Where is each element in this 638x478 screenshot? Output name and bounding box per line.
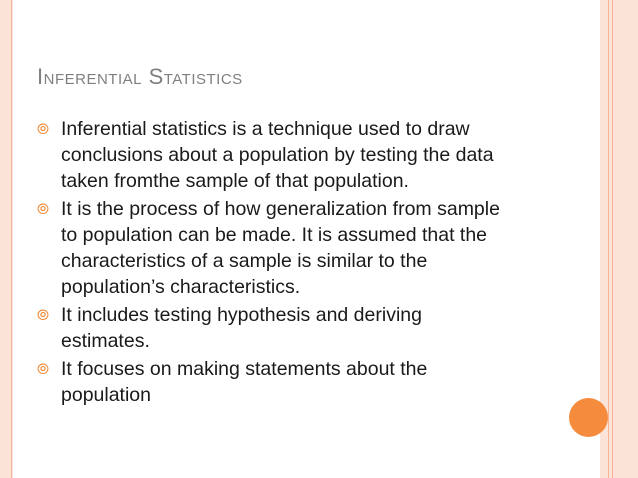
bullet-item <box>37 302 547 354</box>
bullet-item <box>37 116 547 194</box>
bullet-line: to population can be made. It is assumed that the <box>61 224 488 246</box>
border-line <box>612 0 613 478</box>
bullet-line: It is the process of how generalization from sample <box>61 198 500 220</box>
slide-title: Inferential Statistics <box>37 64 243 89</box>
bullet-line: taken fromthe sample of that population. <box>61 170 409 192</box>
bullet-line: It focuses on making statements about the <box>61 358 428 380</box>
border-line <box>608 0 609 478</box>
circle-ring-bullet-icon: ⦾ <box>37 120 50 138</box>
bullet-line: characteristics of a sample is similar to the <box>61 250 428 272</box>
bullet-line: It includes testing hypothesis and deriving <box>61 304 422 326</box>
orange-circle-decoration <box>569 398 608 437</box>
circle-ring-bullet-icon: ⦾ <box>37 360 50 378</box>
bullet-item <box>37 356 547 408</box>
bullet-line: estimates. <box>61 330 150 352</box>
bullet-list <box>37 116 547 410</box>
bullet-line: conclusions about a population by testing the data <box>61 144 494 166</box>
bullet-item <box>37 196 547 300</box>
bullet-line: Inferential statistics is a technique used to draw <box>61 118 470 140</box>
circle-ring-bullet-icon: ⦾ <box>37 306 50 324</box>
circle-ring-bullet-icon: ⦾ <box>37 200 50 218</box>
left-border-decoration <box>0 0 13 478</box>
bullet-line: population <box>61 384 151 406</box>
right-border-decoration <box>600 0 638 478</box>
bullet-line: population’s characteristics. <box>61 276 301 298</box>
